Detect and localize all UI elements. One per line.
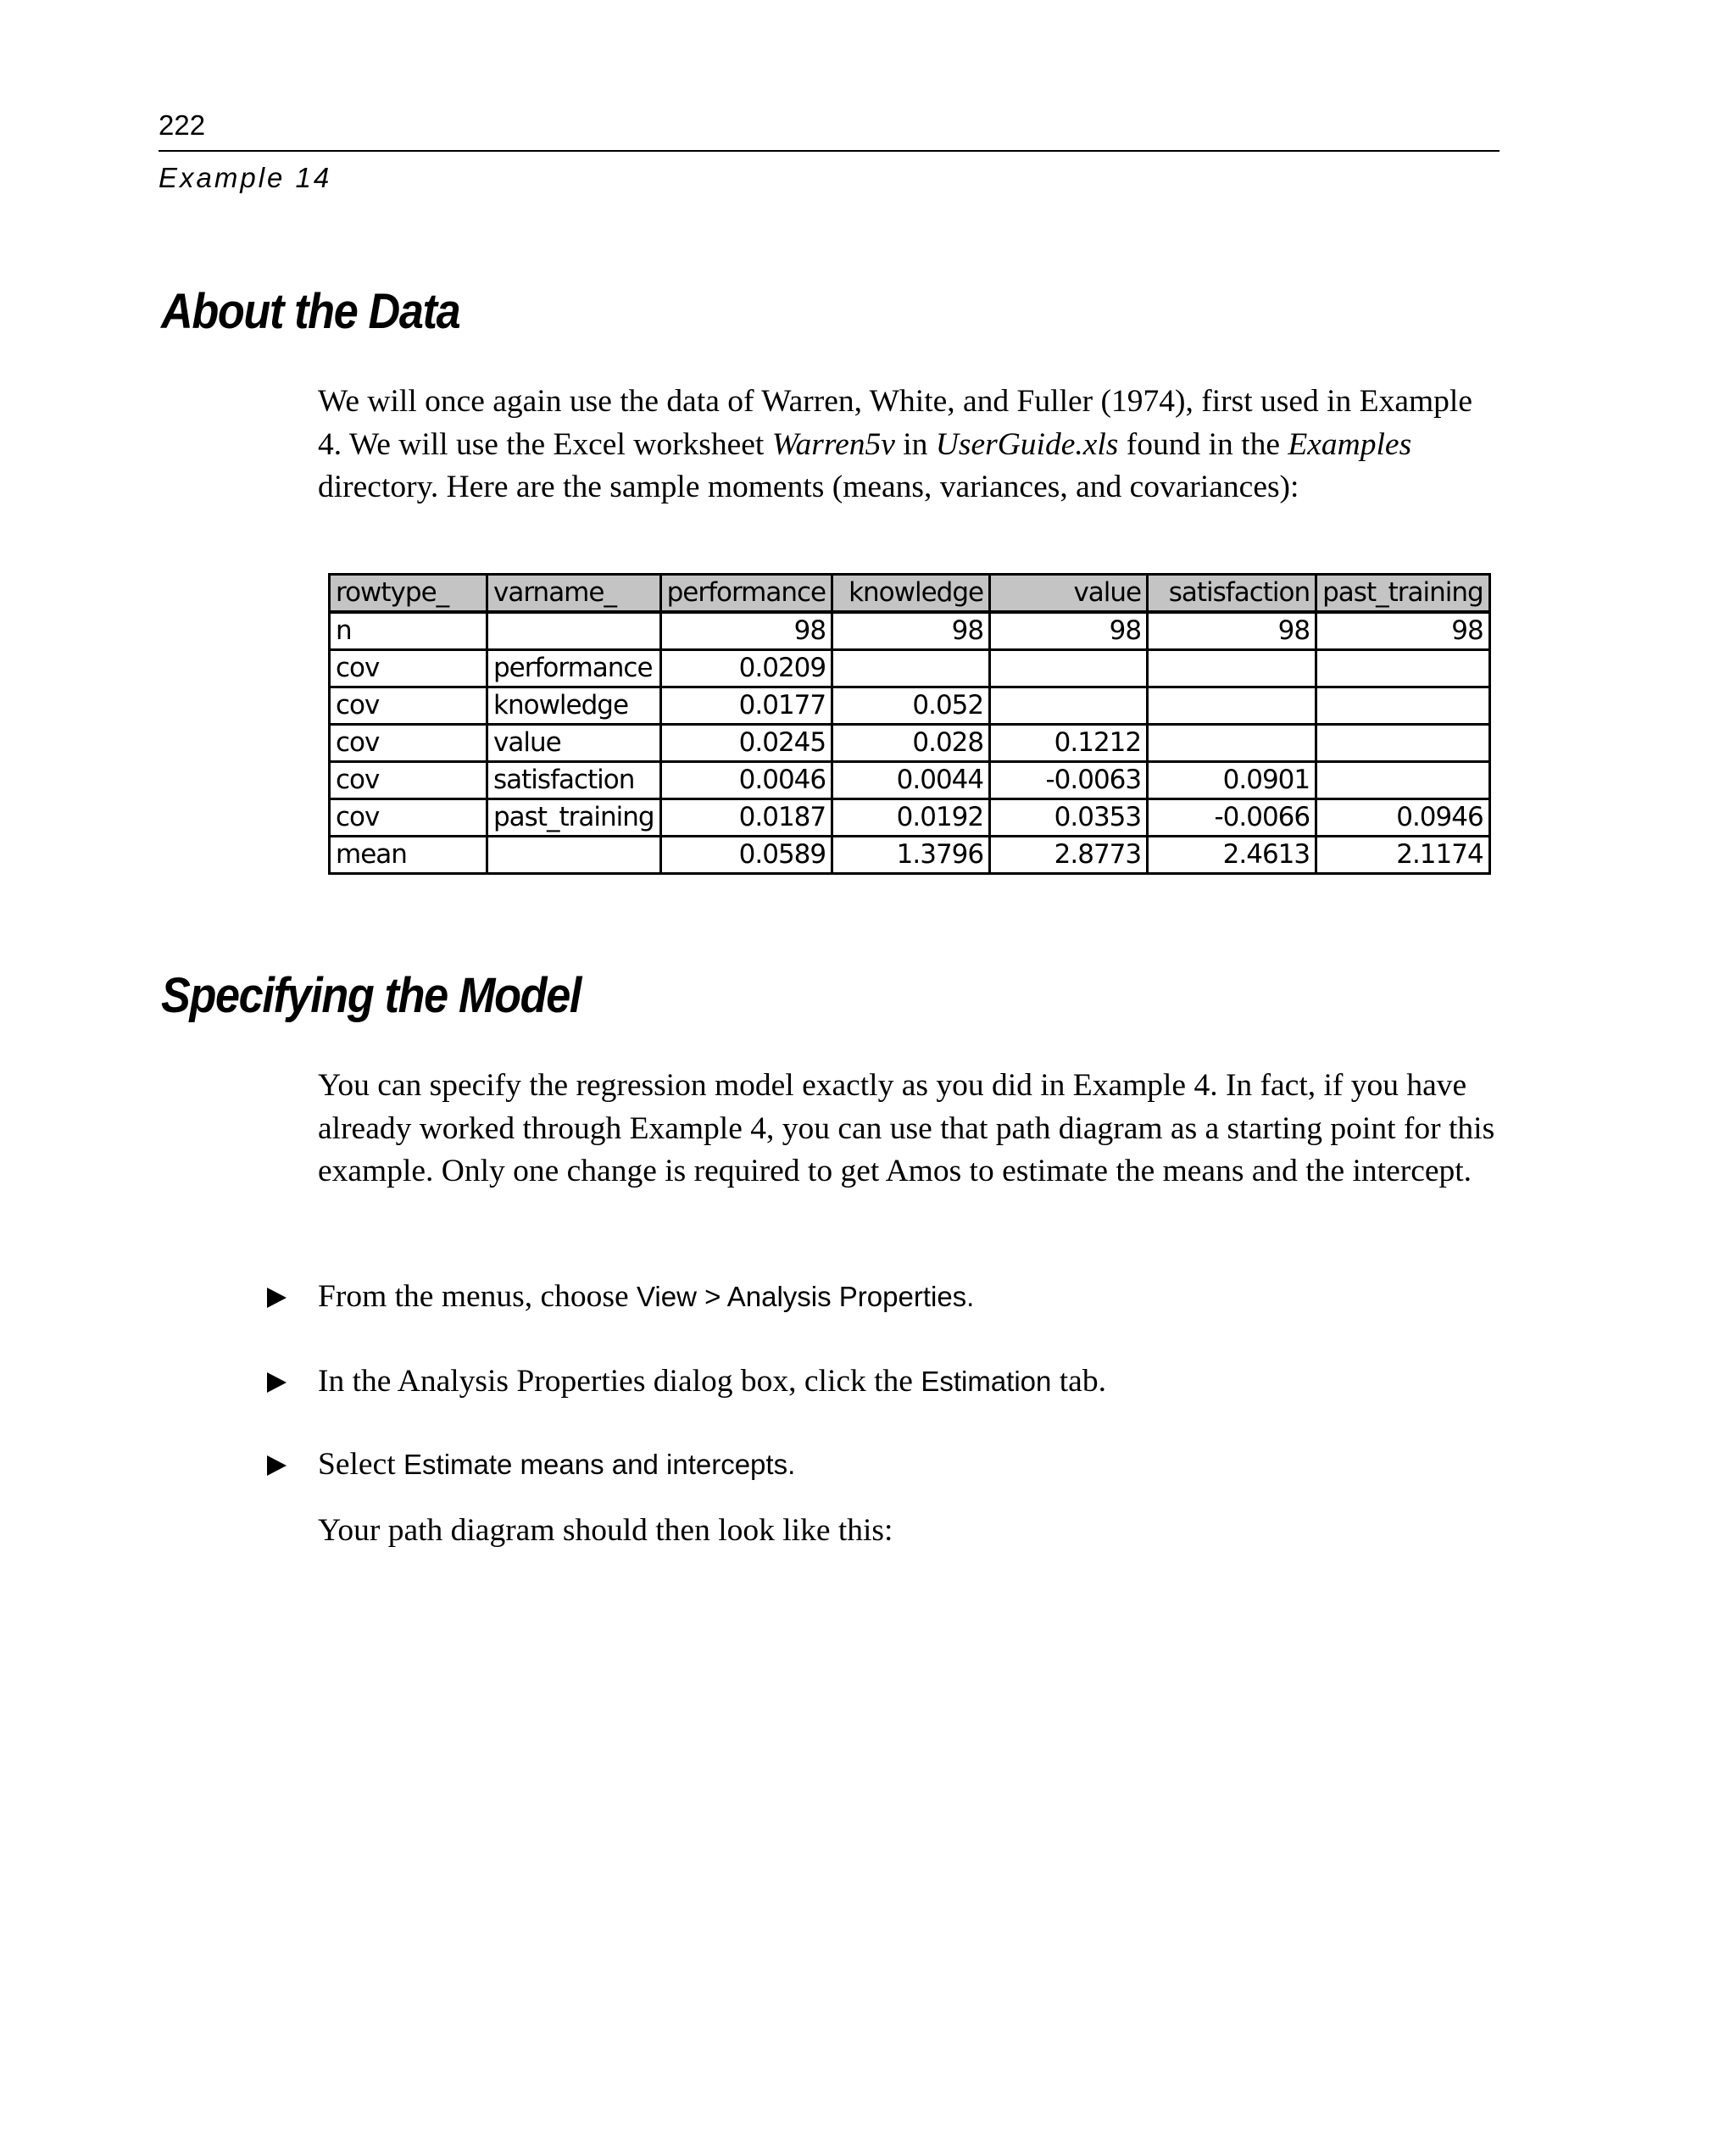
table-cell: 0.0353: [990, 799, 1148, 837]
table-cell: cov: [330, 725, 487, 762]
specifying-model-paragraph: You can specify the regression model exactly as you did in Example 4. In fact, if you have already worked through Example 4, you can use that path diagram as a starting point for this example. Only one change is required to get Amos to estimate the means and the intercept.: [318, 1068, 1495, 1188]
table-cell: 98: [660, 612, 832, 650]
closing-paragraph: Your path diagram should then look like this:: [318, 1513, 893, 1548]
table-cell: 2.1174: [1316, 837, 1490, 874]
column-header: varname_: [487, 575, 661, 613]
table-cell: [990, 687, 1148, 725]
table-cell: [1148, 687, 1316, 725]
table-cell: 0.028: [832, 725, 990, 762]
workbook-name: UserGuide.xls: [935, 426, 1119, 462]
table-cell: 0.0245: [660, 725, 832, 762]
para-text: We will once again use the data of Warren, White, and Fuller (1974), first used in Example 4. We will use the Excel worksheet: [318, 384, 1472, 462]
table-cell: past_training: [487, 799, 661, 837]
para-text: in: [894, 426, 936, 462]
table-cell: 98: [832, 612, 990, 650]
triangle-bullet-icon: [267, 1288, 287, 1308]
bullet-text: [318, 1276, 974, 1318]
column-header: satisfaction: [1148, 575, 1316, 613]
section-heading-specifying-model: Specifying the Model: [161, 968, 581, 1023]
bullet-text: [318, 1444, 795, 1486]
sample-moments-table: [328, 573, 1491, 875]
column-header: knowledge: [832, 575, 990, 613]
bullet-plain-text: From the menus, choose: [318, 1279, 637, 1314]
section-heading-about-data: About the Data: [161, 284, 460, 339]
menu-analysis-properties-label: Analysis Properties.: [726, 1281, 975, 1312]
table-row: [330, 687, 1490, 725]
column-header: rowtype_: [330, 575, 487, 613]
table-cell: [1148, 650, 1316, 687]
table-cell: 0.0046: [660, 762, 832, 799]
table-row: [330, 837, 1490, 874]
triangle-bullet-icon: [267, 1372, 287, 1393]
table-cell: cov: [330, 799, 487, 837]
directory-name: Examples: [1288, 426, 1412, 462]
table-cell: 0.0187: [660, 799, 832, 837]
table-row: [330, 725, 1490, 762]
about-data-paragraph: [318, 381, 1500, 509]
table-cell: 98: [990, 612, 1148, 650]
table-cell: 0.0589: [660, 837, 832, 874]
table-row: [330, 799, 1490, 837]
column-header: value: [990, 575, 1148, 613]
table-header-row: [330, 575, 1490, 613]
bullet-plain-text: In the Analysis Properties dialog box, click the: [318, 1364, 921, 1399]
running-head: Example 14: [159, 162, 332, 193]
table-cell: [832, 650, 990, 687]
table-row: [330, 650, 1490, 687]
table-cell: performance: [487, 650, 661, 687]
table-cell: [1316, 687, 1490, 725]
table-cell: 2.8773: [990, 837, 1148, 874]
estimate-means-option-label: Estimate means and intercepts.: [403, 1449, 796, 1480]
para-text: directory. Here are the sample moments (means, variances, and covariances):: [318, 470, 1299, 504]
page-number: 222: [159, 109, 206, 141]
table-cell: [487, 612, 661, 650]
table-cell: [1148, 725, 1316, 762]
table-row: [330, 612, 1490, 650]
triangle-bullet-icon: [267, 1455, 287, 1476]
table-row: [330, 762, 1490, 799]
table-cell: [990, 650, 1148, 687]
table-cell: [1316, 725, 1490, 762]
column-header: past_training: [1316, 575, 1490, 613]
menu-separator: >: [696, 1281, 727, 1312]
table-cell: 0.0192: [832, 799, 990, 837]
table-cell: mean: [330, 837, 487, 874]
table-cell: [1316, 650, 1490, 687]
table-cell: n: [330, 612, 487, 650]
table-cell: -0.0066: [1148, 799, 1316, 837]
table-cell: value: [487, 725, 661, 762]
table-cell: 98: [1316, 612, 1490, 650]
bullet-text: [318, 1360, 1106, 1403]
table-cell: 0.052: [832, 687, 990, 725]
table-cell: cov: [330, 650, 487, 687]
worksheet-name: Warren5v: [771, 426, 895, 462]
column-header: performance: [660, 575, 832, 613]
table-cell: [1316, 762, 1490, 799]
table-cell: 98: [1148, 612, 1316, 650]
header-rule: [159, 150, 1500, 152]
table-cell: 1.3796: [832, 837, 990, 874]
estimation-tab-label: Estimation: [921, 1366, 1052, 1397]
bullet-plain-text: Select: [318, 1447, 404, 1482]
table-cell: 2.4613: [1148, 837, 1316, 874]
table-cell: 0.0209: [660, 650, 832, 687]
table-cell: 0.0044: [832, 762, 990, 799]
table-cell: -0.0063: [990, 762, 1148, 799]
table-cell: knowledge: [487, 687, 661, 725]
table-cell: cov: [330, 687, 487, 725]
table-cell: [487, 837, 661, 874]
bullet-plain-text: tab.: [1051, 1364, 1106, 1399]
para-text: found in the: [1118, 426, 1288, 462]
table-cell: satisfaction: [487, 762, 661, 799]
table-cell: 0.0901: [1148, 762, 1316, 799]
table-cell: 0.0177: [660, 687, 832, 725]
table-cell: 0.0946: [1316, 799, 1490, 837]
table-cell: 0.1212: [990, 725, 1148, 762]
menu-view-label: View: [637, 1281, 697, 1312]
table-cell: cov: [330, 762, 487, 799]
